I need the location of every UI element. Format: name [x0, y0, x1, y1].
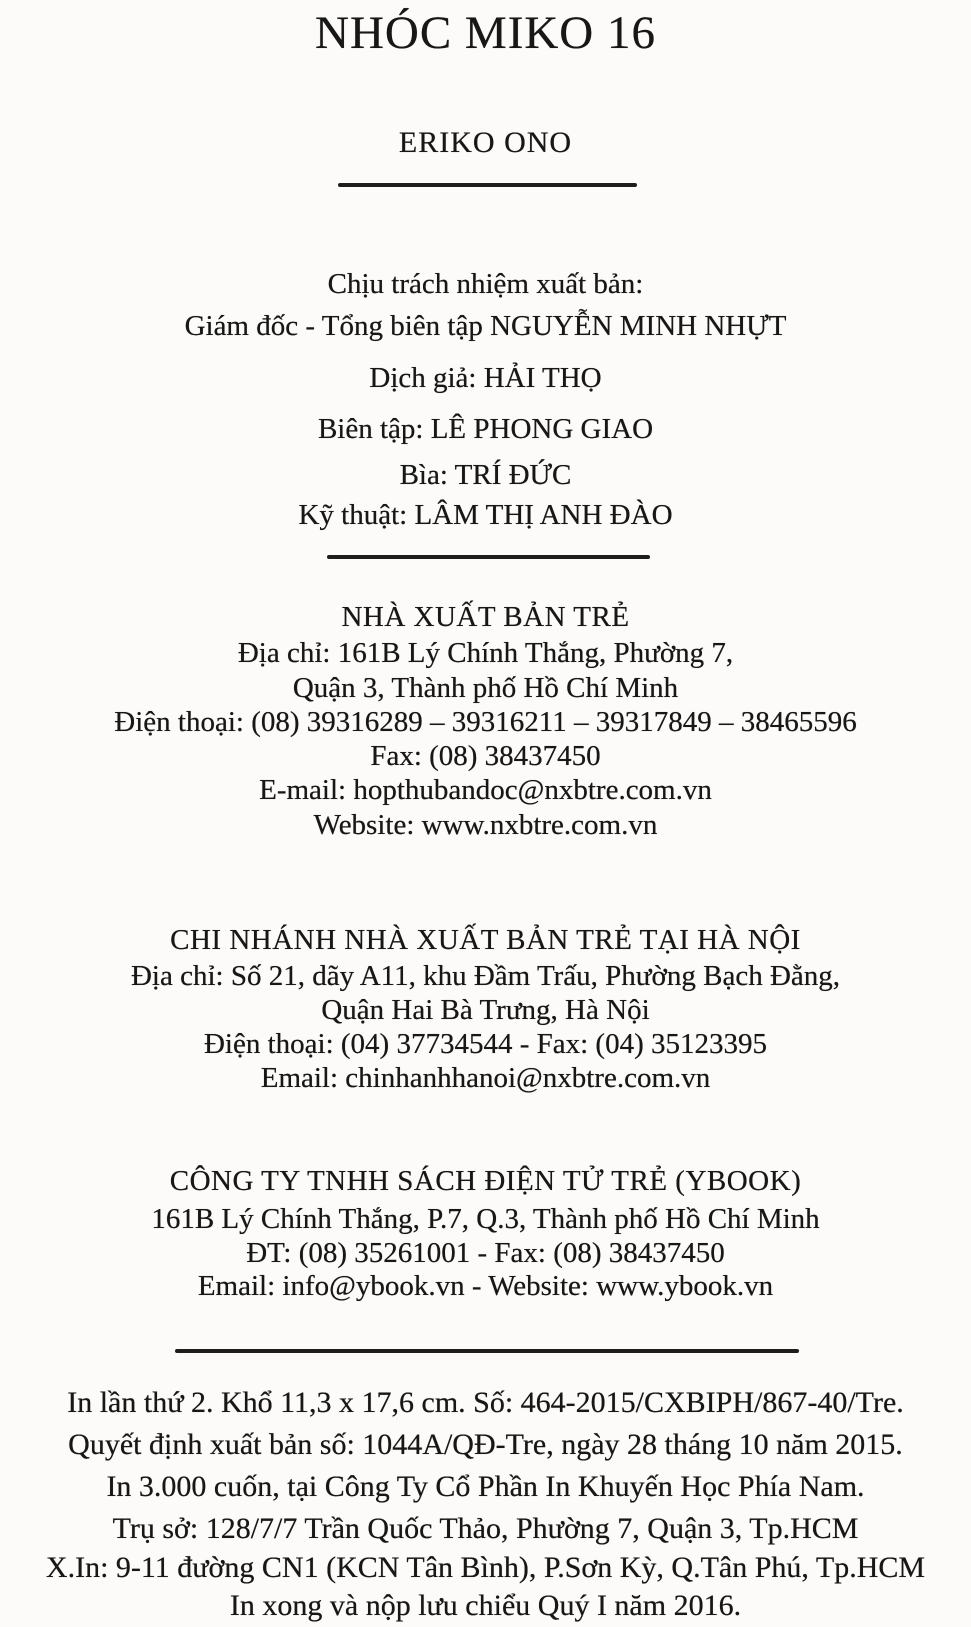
print-run-line: In 3.000 cuốn, tại Công Ty Cổ Phần In Khuyến Học Phía Nam. [106, 1470, 865, 1503]
branch-email-line: Email: chinhanhhanoi@nxbtre.com.vn [260, 1062, 711, 1094]
branch-name: CHI NHÁNH NHÀ XUẤT BẢN TRẺ TẠI HÀ NỘI [170, 924, 801, 956]
ybook-address-line: 161B Lý Chính Thắng, P.7, Q.3, Thành phố Hồ Chí Minh [151, 1203, 820, 1235]
publisher-name: NHÀ XUẤT BẢN TRẺ [341, 601, 630, 633]
publisher-website-line: Website: www.nxbtre.com.vn [313, 809, 658, 841]
responsibility-label: Chịu trách nhiệm xuất bản: [327, 268, 644, 300]
ybook-phone-fax-line: ĐT: (08) 35261001 - Fax: (08) 38437450 [246, 1237, 725, 1269]
publisher-fax-line: Fax: (08) 38437450 [370, 740, 601, 772]
branch-address-line-1: Địa chỉ: Số 21, dãy A11, khu Đầm Trấu, Phường Bạch Đằng, [130, 960, 841, 992]
publisher-address-line-1: Địa chỉ: 161B Lý Chính Thắng, Phường 7, [237, 637, 734, 669]
colophon-divider [175, 1349, 799, 1353]
branch-phone-fax-line: Điện thoại: (04) 37734544 - Fax: (04) 35123395 [203, 1028, 767, 1060]
credits-divider [327, 555, 650, 559]
printer-head-office-line: Trụ sở: 128/7/7 Trần Quốc Thảo, Phường 7, Quận 3, Tp.HCM [112, 1512, 859, 1545]
legal-deposit-line: In xong và nộp lưu chiểu Quý I năm 2016. [229, 1589, 742, 1622]
publisher-email-line: E-mail: hopthubandoc@nxbtre.com.vn [259, 774, 712, 806]
edition-size-line: In lần thứ 2. Khổ 11,3 x 17,6 cm. Số: 464-2015/CXBIPH/867-40/Tre. [67, 1386, 904, 1419]
technical-line: Kỹ thuật: LÂM THỊ ANH ĐÀO [298, 499, 673, 531]
ybook-email-website-line: Email: info@ybook.vn - Website: www.ybook.vn [197, 1270, 774, 1302]
page-title: NHÓC MIKO 16 [315, 7, 656, 59]
publisher-phone-line: Điện thoại: (08) 39316289 – 39316211 – 39317849 – 38465596 [114, 706, 857, 738]
license-line: Quyết định xuất bản số: 1044A/QĐ-Tre, ngày 28 tháng 10 năm 2015. [68, 1428, 903, 1461]
branch-address-line-2: Quận Hai Bà Trưng, Hà Nội [321, 994, 650, 1026]
publisher-address-line-2: Quận 3, Thành phố Hồ Chí Minh [292, 672, 679, 704]
director-line: Giám đốc - Tổng biên tập NGUYỄN MINH NHỰT [184, 310, 787, 342]
title-divider [338, 183, 637, 187]
cover-designer-line: Bìa: TRÍ ĐỨC [399, 459, 572, 491]
printer-workshop-line: X.In: 9-11 đường CN1 (KCN Tân Bình), P.Sơn Kỳ, Q.Tân Phú, Tp.HCM [45, 1551, 926, 1584]
editor-line: Biên tập: LÊ PHONG GIAO [317, 413, 654, 445]
translator-line: Dịch giả: HẢI THỌ [369, 362, 602, 394]
ybook-name: CÔNG TY TNHH SÁCH ĐIỆN TỬ TRẺ (YBOOK) [169, 1165, 802, 1197]
author-name: ERIKO ONO [398, 126, 573, 159]
